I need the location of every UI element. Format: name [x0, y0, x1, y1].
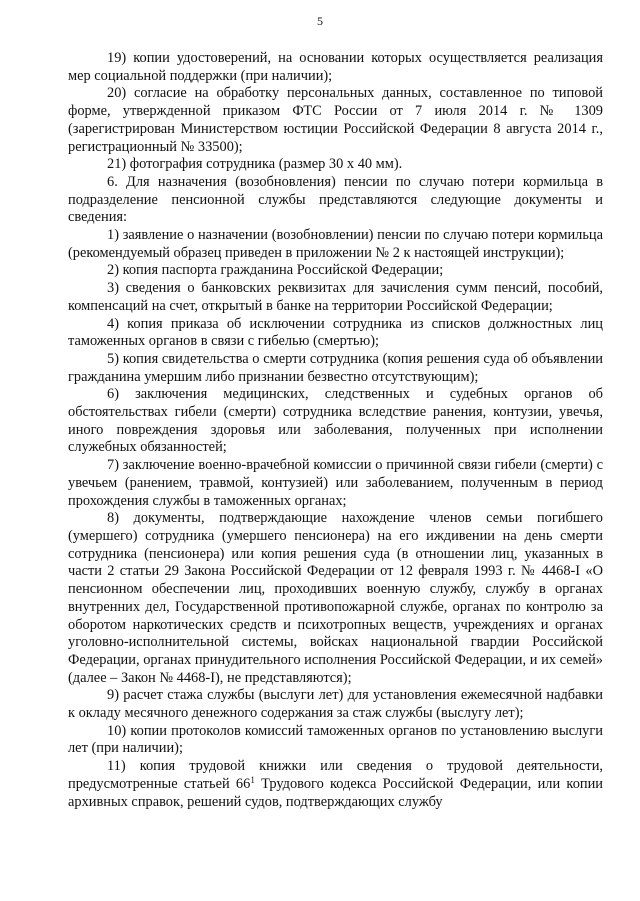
paragraph-item-4: 4) копия приказа об исключении сотрудника из списков должностных лиц таможенных органов в связи с гибелью (смертью); — [68, 315, 603, 350]
paragraph-item-11-text-after: Трудового кодекса Российской Федерации, или копии архивных справок, решений судов, подтверждающих службу — [68, 775, 603, 810]
paragraph-item-8: 8) документы, подтверждающие нахождение членов семьи погибшего (умершего) сотрудника (умершего пенсионера) на его иждивении на день смерти сотрудника (пенсионера) или копия решения суда (в отношении лиц, указанных в части 2 статьи 29 Закона Российской Федерации от 12 февраля 1993 г. № 4468-I «О пенсионном обеспечении лиц, проходивших военную службу, службу в органах внутренних дел, Государственной противопожарной службе, органах по контролю за оборотом наркотических средств и психотропных веществ, учреждениях и органах уголовно-исполнительной системы, войсках национальной гвардии Российской Федерации, органах принудительного исполнения Российской Федерации, и их семей» (далее – Закон № 4468-I), не представляются); — [68, 510, 603, 686]
paragraph-item-6: 6) заключения медицинских, следственных и судебных органов об обстоятельствах гибели (смерти) сотрудника вследствие ранения, контузии, увечья, иного повреждения здоровья или заболевания, полученных при исполнении служебных обязанностей; — [68, 386, 603, 456]
paragraph-item-21: 21) фотография сотрудника (размер 30 х 40 мм). — [107, 156, 403, 173]
paragraph-item-7: 7) заключение военно-врачебной комиссии о причинной связи гибели (смерти) с увечьем (ранением, травмой, контузией) или заболеванием, полученным в период прохождения службы в таможенных органах; — [68, 457, 603, 509]
article-superscript: 1 — [250, 774, 255, 785]
paragraph-item-3: 3) сведения о банковских реквизитах для зачисления сумм пенсий, пособий, компенсаций на счет, открытый в банке на территории Российской Федерации; — [68, 280, 603, 314]
paragraph-item-19: 19) копии удостоверений, на основании которых осуществляется реализация мер социальной поддержки (при наличии); — [68, 50, 603, 84]
document-body — [68, 50, 603, 811]
paragraph-item-2: 2) копия паспорта гражданина Российской Федерации; — [107, 262, 444, 279]
paragraph-item-10: 10) копии протоколов комиссий таможенных органов по установлению выслуги лет (при наличии); — [68, 722, 603, 757]
paragraph-item-20: 20) согласие на обработку персональных данных, составленное по типовой форме, утвержденной приказом ФТС России от 7 июля 2014 г. № 1309 (зарегистрирован Министерством юстиции Российской Федерации 8 августа 2014 г., регистрационный № 33500); — [68, 85, 603, 155]
page-number: 5 — [317, 14, 323, 28]
paragraph-section-6: 6. Для назначения (возобновления) пенсии по случаю потери кормильца в подразделение пенсионной службы представляются следующие документы и сведения: — [68, 173, 603, 226]
paragraph-item-5: 5) копия свидетельства о смерти сотрудника (копия решения суда об объявлении гражданина умершим либо признании безвестно отсутствующим); — [68, 350, 603, 385]
paragraph-item-1: 1) заявление о назначении (возобновлении) пенсии по случаю потери кормильца (рекомендуемый образец приведен в приложении № 2 к настоящей инструкции); — [68, 227, 603, 261]
paragraph-item-11-text-before: 11) копия трудовой книжки или сведения о трудовой деятельности, предусмотренные статьей 66 — [68, 758, 603, 792]
paragraph-item-11 — [68, 758, 603, 811]
paragraph-item-9: 9) расчет стажа службы (выслуги лет) для установления ежемесячной надбавки к окладу месячного денежного содержания за стаж службы (выслугу лет); — [68, 687, 603, 722]
